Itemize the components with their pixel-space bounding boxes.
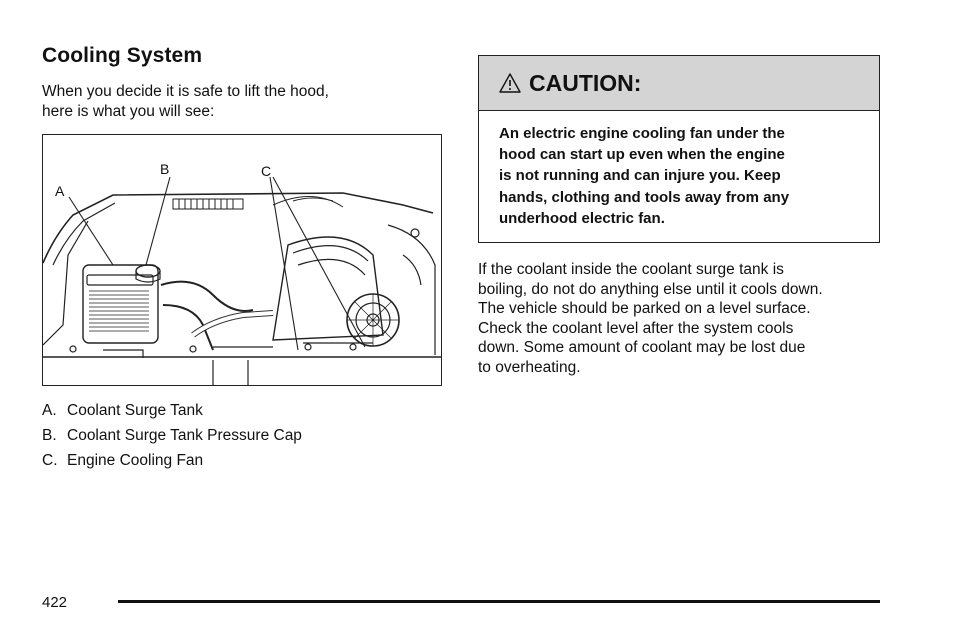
caution-line: underhood electric fan. bbox=[499, 209, 665, 227]
footer-rule bbox=[118, 600, 880, 603]
legend-key: A. bbox=[42, 402, 57, 419]
intro-text bbox=[42, 82, 422, 121]
paragraph-line: If the coolant inside the coolant surge tank is bbox=[478, 261, 784, 278]
callout-b: B bbox=[160, 161, 170, 177]
coolant-boiling-paragraph bbox=[478, 260, 888, 378]
legend-item bbox=[42, 448, 302, 473]
caution-title: CAUTION: bbox=[529, 69, 642, 96]
caution-box bbox=[478, 55, 880, 243]
page-number: 422 bbox=[42, 594, 68, 611]
paragraph-line: down. Some amount of coolant may be lost due bbox=[478, 339, 806, 357]
legend-key: B. bbox=[42, 427, 57, 444]
intro-line: When you decide it is safe to lift the hood, bbox=[42, 83, 329, 100]
caution-text bbox=[479, 111, 879, 229]
legend-item bbox=[42, 423, 302, 448]
legend-text: Coolant Surge Tank bbox=[67, 402, 203, 419]
callout-a: A bbox=[55, 183, 65, 199]
legend-key: C. bbox=[42, 452, 58, 469]
paragraph-line: The vehicle should be parked on a level surface. bbox=[478, 300, 811, 318]
caution-line: hands, clothing and tools away from any bbox=[499, 188, 790, 206]
callout-c: C bbox=[261, 163, 272, 179]
warning-triangle-icon bbox=[499, 72, 521, 94]
caution-line: hood can start up even when the engine bbox=[499, 146, 785, 164]
figure-legend bbox=[42, 398, 302, 473]
caution-line: is not running and can injure you. Keep bbox=[499, 167, 781, 185]
engine-compartment-illustration bbox=[42, 134, 442, 386]
legend-item bbox=[42, 398, 302, 423]
caution-line: An electric engine cooling fan under the bbox=[499, 125, 785, 142]
caution-header bbox=[479, 56, 879, 111]
section-title: Cooling System bbox=[42, 44, 203, 67]
legend-text: Engine Cooling Fan bbox=[67, 452, 204, 469]
paragraph-line: to overheating. bbox=[478, 358, 581, 376]
paragraph-line: Check the coolant level after the system cools bbox=[478, 319, 794, 337]
intro-line: here is what you will see: bbox=[42, 102, 215, 120]
legend-text: Coolant Surge Tank Pressure Cap bbox=[67, 427, 302, 444]
paragraph-line: boiling, do not do anything else until it cools down. bbox=[478, 280, 823, 298]
